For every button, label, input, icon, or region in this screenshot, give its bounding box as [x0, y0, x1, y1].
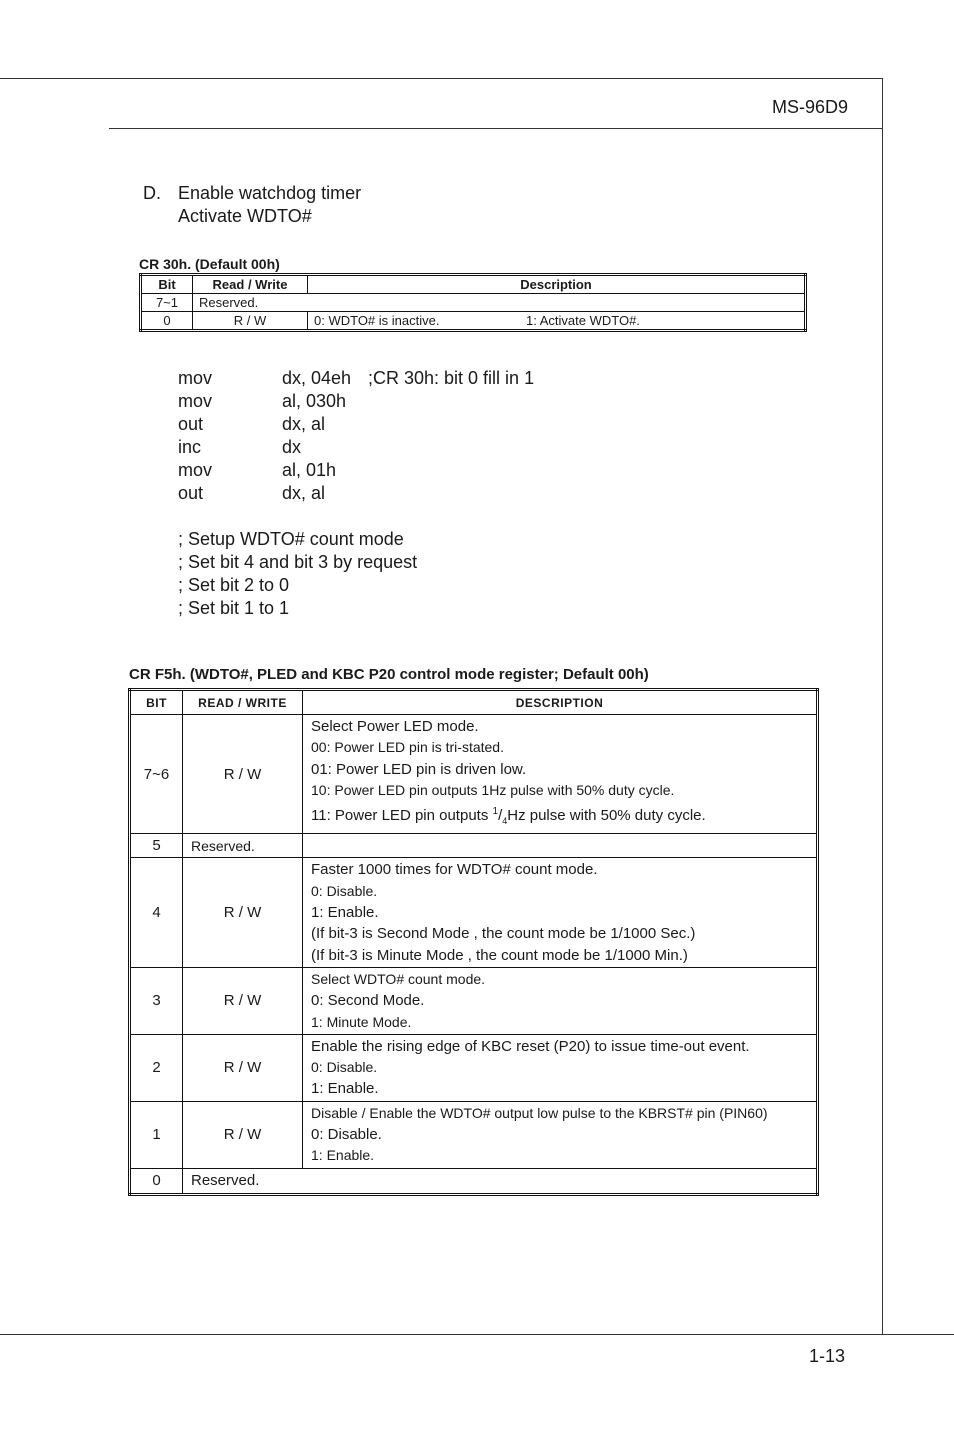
code-args: dx, al — [282, 414, 326, 434]
table-row — [130, 1101, 818, 1168]
description-line: Select WDTO# count mode. — [311, 970, 486, 987]
page-number: 1-13 — [808, 1346, 845, 1366]
description-line: 0: Disable. — [311, 1059, 378, 1076]
rw-cell: R / W — [183, 967, 303, 1034]
rw-cell: Reserved. — [193, 294, 806, 312]
header-bit: Bit — [141, 275, 193, 294]
code-args: dx, 04eh — [282, 368, 352, 388]
code-op: mov — [178, 460, 213, 480]
header-read-write: Read / Write — [193, 275, 308, 294]
table-header-row — [130, 690, 818, 715]
step-letter: D. — [143, 183, 161, 203]
code-op: mov — [178, 368, 213, 388]
fraction-denominator: 4 — [502, 816, 508, 827]
header-description: DESCRIPTION — [303, 690, 818, 715]
step-heading — [143, 182, 361, 228]
table-row — [130, 1168, 818, 1194]
cr30-table — [139, 273, 807, 332]
code-args: dx — [282, 437, 302, 457]
description-line: Disable / Enable the WDTO# output low pulse to the KBRST# pin (PIN60) — [311, 1104, 768, 1121]
description-line: 10: Power LED pin outputs 1Hz pulse with 50% duty cycle. — [311, 781, 675, 798]
table-row — [130, 1034, 818, 1101]
comment-line: ; Set bit 2 to 0 — [178, 575, 290, 595]
description-cell — [303, 967, 818, 1034]
bit-cell: 7~6 — [130, 715, 183, 834]
right-margin-rule — [882, 78, 883, 1335]
description-cell — [303, 1101, 818, 1168]
description-line: 1: Enable. — [311, 904, 379, 922]
comment-line: ; Setup WDTO# count mode — [178, 529, 404, 549]
code-comment: ;CR 30h: bit 0 fill in 1 — [368, 368, 535, 388]
rw-cell: R / W — [183, 1034, 303, 1101]
header-description: Description — [308, 275, 806, 294]
crf5-table — [128, 688, 819, 1196]
cr30-caption: CR 30h. (Default 00h) — [139, 256, 280, 272]
code-line — [178, 367, 534, 390]
code-line — [178, 413, 534, 436]
description-line: 00: Power LED pin is tri-stated. — [311, 739, 504, 756]
rw-cell: Reserved. — [183, 1168, 818, 1194]
rw-cell: R / W — [183, 715, 303, 834]
description-line: (If bit-3 is Second Mode , the count mode be 1/1000 Sec.) — [311, 925, 696, 943]
table-row — [130, 715, 818, 834]
table-header-row — [141, 275, 806, 294]
crf5-caption: CR F5h. (WDTO#, PLED and KBC P20 control mode register; Default 00h) — [129, 666, 649, 683]
description-cell — [303, 858, 818, 967]
code-op: inc — [178, 437, 202, 457]
table-row — [141, 294, 806, 312]
code-op: out — [178, 414, 204, 434]
step-subtitle: Activate WDTO# — [178, 206, 312, 226]
code-line — [178, 436, 534, 459]
comment-block — [178, 528, 417, 620]
description-line: 11: Power LED pin outputs $^1/_4Hz$ pulse with 50% duty cycle. — [311, 806, 706, 827]
table-row — [130, 858, 818, 967]
bit-cell: 1 — [130, 1101, 183, 1168]
comment-line: ; Set bit 4 and bit 3 by request — [178, 552, 418, 572]
code-args: al, 030h — [282, 391, 347, 411]
description-line: 1: Enable. — [311, 1147, 375, 1164]
header-top-rule — [0, 78, 883, 79]
rw-cell: R / W — [183, 858, 303, 967]
rw-cell: R / W — [183, 1101, 303, 1168]
description-line: 0: Disable. — [311, 882, 378, 899]
description-option-0: 0: WDTO# is inactive. — [314, 313, 440, 328]
step-title: Enable watchdog timer — [178, 183, 362, 203]
table-row — [130, 967, 818, 1034]
description-line: 0: Second Mode. — [311, 992, 425, 1010]
header-bit: BIT — [130, 690, 183, 715]
description-option-1: 1: Activate WDTO#. — [526, 313, 640, 328]
rw-cell: Reserved. — [183, 834, 303, 858]
comment-line: ; Set bit 1 to 1 — [178, 598, 290, 618]
table-row — [141, 312, 806, 331]
fraction-numerator: 1 — [492, 806, 499, 818]
line-suffix: Hz pulse with 50% duty cycle. — [507, 807, 706, 825]
description-cell — [308, 312, 806, 331]
footer-rule — [0, 1334, 954, 1335]
description-line: 1: Minute Mode. — [311, 1013, 412, 1030]
bit-cell: 0 — [130, 1168, 183, 1194]
bit-cell: 4 — [130, 858, 183, 967]
code-line — [178, 390, 534, 413]
code-args: al, 01h — [282, 460, 337, 480]
code-line — [178, 482, 534, 505]
bit-cell: 7~1 — [141, 294, 193, 312]
code-block — [178, 367, 534, 505]
description-line: 0: Disable. — [311, 1126, 382, 1144]
description-line: Faster 1000 times for WDTO# count mode. — [311, 861, 598, 879]
description-line: 01: Power LED pin is driven low. — [311, 760, 527, 778]
header-underline — [109, 128, 883, 129]
code-line — [178, 459, 534, 482]
rw-cell: R / W — [193, 312, 308, 331]
bit-cell: 3 — [130, 967, 183, 1034]
bit-cell: 5 — [130, 834, 183, 858]
description-cell — [303, 1034, 818, 1101]
code-op: out — [178, 483, 204, 503]
header-read-write: READ / WRITE — [183, 690, 303, 715]
description-cell — [303, 834, 818, 858]
model-number: MS-96D9 — [771, 97, 848, 117]
code-args: dx, al — [282, 483, 326, 503]
description-line: 1: Enable. — [311, 1080, 379, 1098]
bit-cell: 0 — [141, 312, 193, 331]
line-prefix: 11: Power LED pin outputs — [311, 807, 493, 825]
table-row — [130, 834, 818, 858]
bit-cell: 2 — [130, 1034, 183, 1101]
description-cell — [303, 715, 818, 834]
code-op: mov — [178, 391, 213, 411]
description-line: (If bit-3 is Minute Mode , the count mode be 1/1000 Min.) — [311, 946, 688, 964]
description-line: Select Power LED mode. — [311, 718, 479, 735]
description-line: Enable the rising edge of KBC reset (P20) to issue time-out event. — [311, 1037, 750, 1055]
